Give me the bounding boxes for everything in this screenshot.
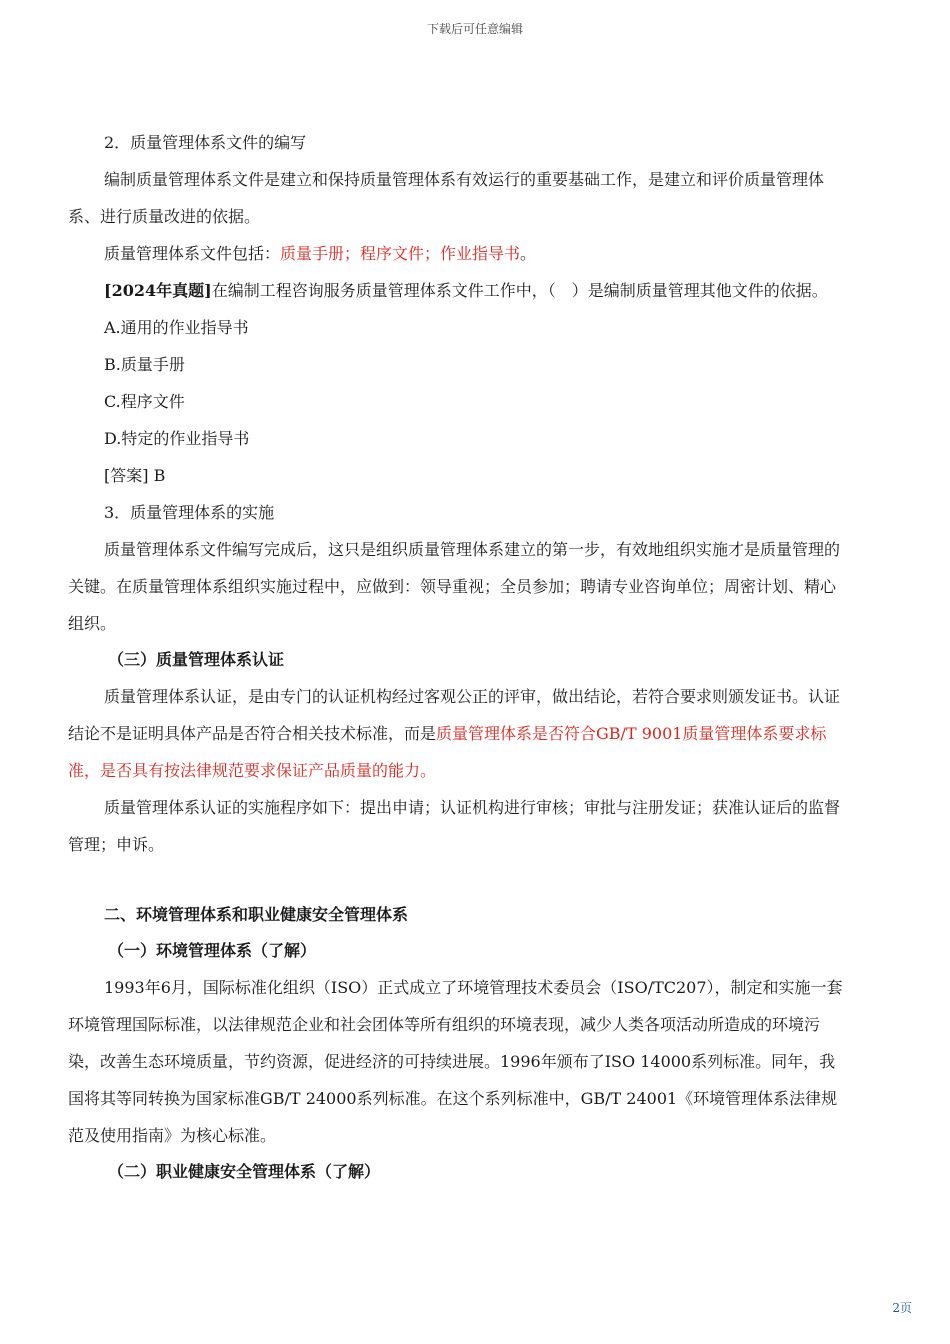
exam-answer: [答案] B xyxy=(104,466,166,485)
paragraph-certification xyxy=(68,678,850,789)
certification-highlight: 质量管理体系是否符合GB/T 9001质量管理体系要求标准，是否具有按法律规范要求保证产品质量的能力。 xyxy=(68,724,827,780)
paragraph-certification-procedure: 质量管理体系认证的实施程序如下：提出申请；认证机构进行审核；审批与注册发证；获准认证后的监督管理；申诉。 xyxy=(68,798,841,854)
heading-part-two: 二、环境管理体系和职业健康安全管理体系 xyxy=(104,905,409,924)
paragraph-implementation: 质量管理体系文件编写完成后，这只是组织质量管理体系建立的第一步，有效地组织实施才是质量管理的关键。在质量管理体系组织实施过程中，应做到：领导重视；全员参加；聘请专业咨询单位；周密计划、精心组织。 xyxy=(68,540,841,633)
exam-option-c: C.程序文件 xyxy=(104,392,185,411)
document-body xyxy=(68,124,850,1190)
section-title-compilation: 2．质量管理体系文件的编写 xyxy=(104,133,307,152)
section-spacer xyxy=(68,863,850,897)
exam-option-d: D.特定的作业指导书 xyxy=(104,429,250,448)
heading-ohs-system: （二）职业健康安全管理体系（了解） xyxy=(108,1162,381,1181)
certification-text: 质量管理体系认证，是由专门的认证机构经过客观公正的评审，做出结论，若符合要求则颁发证书。认证结论不是证明具体产品是否符合相关技术标准，而是 xyxy=(68,687,841,743)
exam-option-a: A.通用的作业指导书 xyxy=(104,318,249,337)
section-title-implementation: 3．质量管理体系的实施 xyxy=(104,503,275,522)
paragraph-environment-system: 1993年6月，国际标准化组织（ISO）正式成立了环境管理技术委员会（ISO/TC207），制定和实施一套环境管理国际标准，以法律规范企业和社会团体等所有组织的环境表现，减少人类各项活动所造成的环境污染，改善生态环境质量，节约资源，促进经济的可持续进展。1996年颁布了ISO 14000系列标准。同年，我国将其等同转换为国家标准GB/T 24000系列标准。在这个系列标准中，GB/T 24001《环境管理体系法律规范及使用指南》为核心标准。 xyxy=(68,978,843,1145)
page-number: 2页 xyxy=(892,1301,912,1315)
document-types-prefix: 质量管理体系文件包括： xyxy=(104,244,281,263)
exam-tag: [2024年真题] xyxy=(104,281,212,300)
page-header: 下载后可任意编辑 xyxy=(426,22,523,36)
heading-environment-system: （一）环境管理体系（了解） xyxy=(108,941,317,960)
exam-question xyxy=(68,272,850,309)
exam-question-text: 在编制工程咨询服务质量管理体系文件工作中，（ ）是编制质量管理其他文件的依据。 xyxy=(211,281,828,300)
document-types-suffix: 。 xyxy=(520,244,537,263)
exam-option-b: B.质量手册 xyxy=(104,355,185,374)
paragraph-compilation-intro: 编制质量管理体系文件是建立和保持质量管理体系有效运行的重要基础工作，是建立和评价质量管理体系、进行质量改进的依据。 xyxy=(68,170,825,226)
document-types-highlight: 质量手册；程序文件；作业指导书 xyxy=(280,244,521,263)
paragraph-document-types xyxy=(68,235,850,272)
heading-certification: （三）质量管理体系认证 xyxy=(108,650,285,669)
